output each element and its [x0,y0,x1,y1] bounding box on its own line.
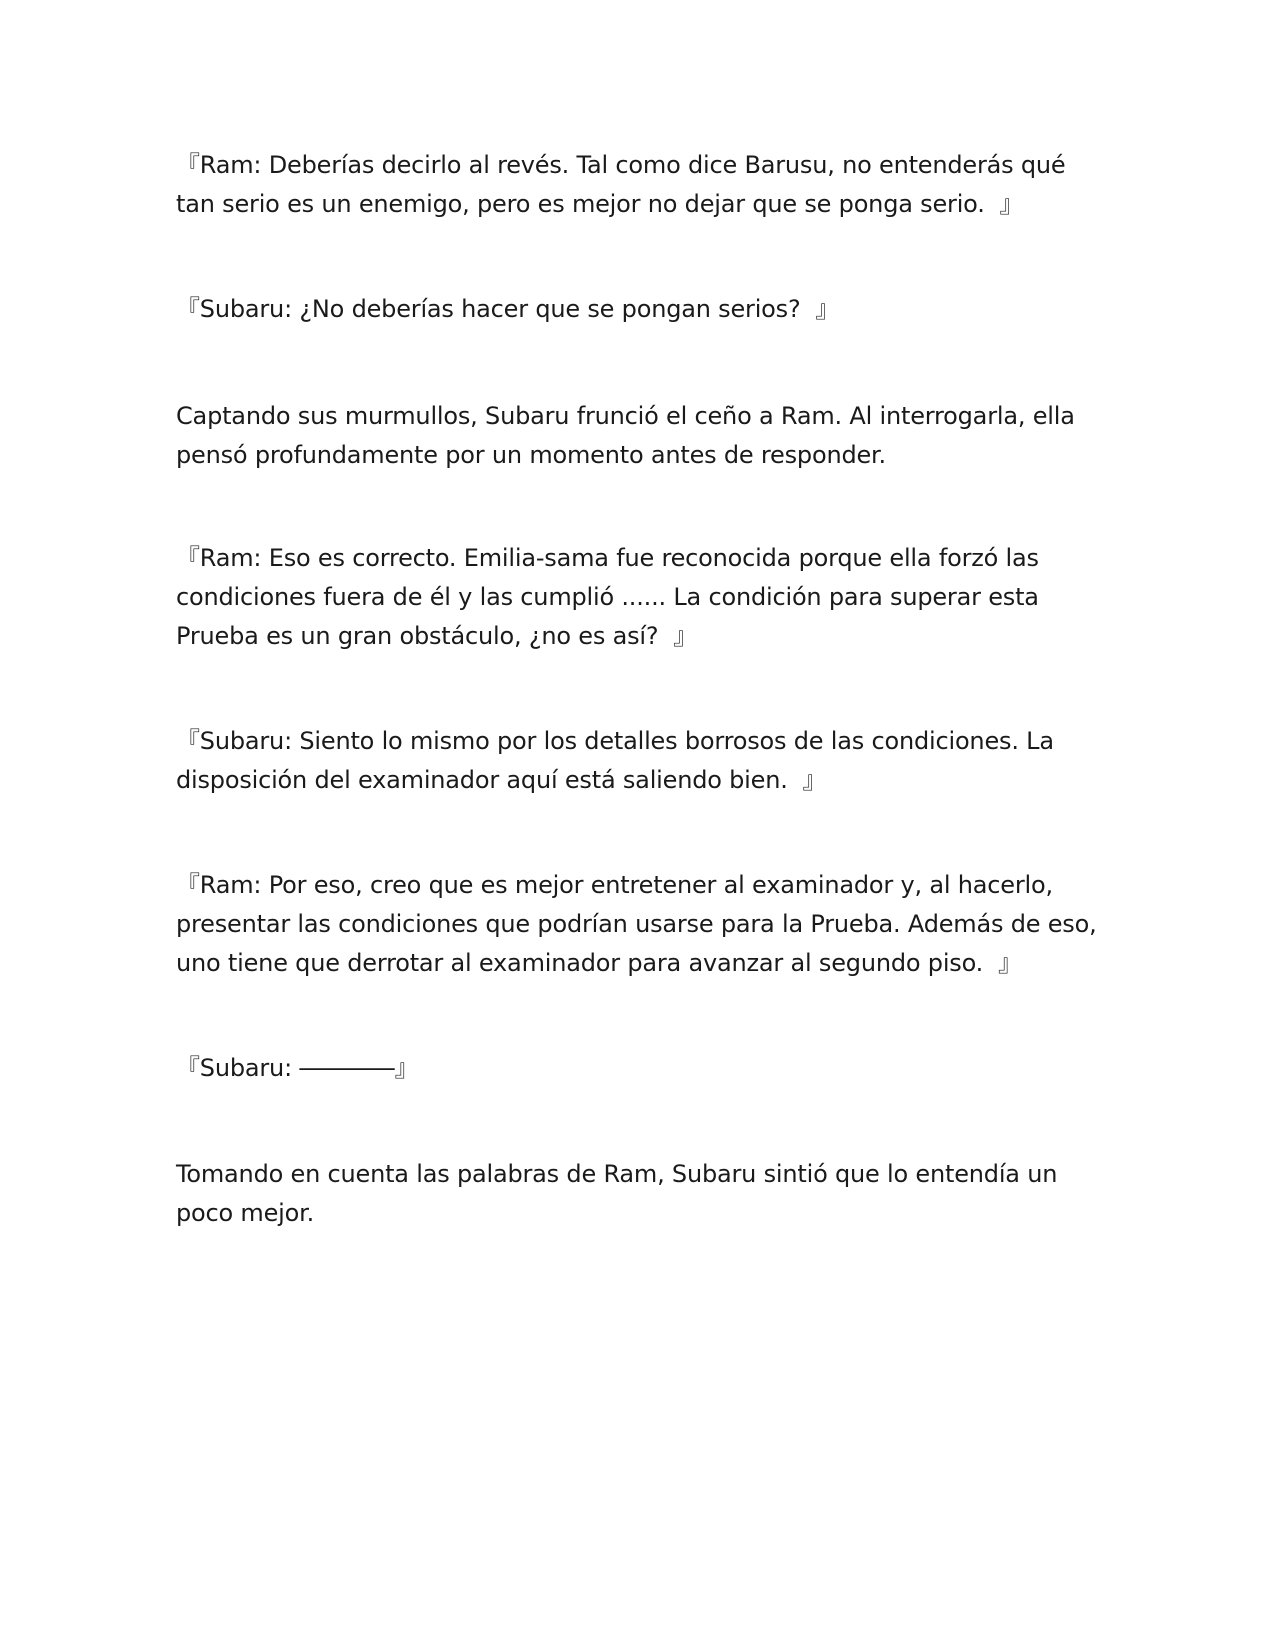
dialogue-subaru-2: 『Subaru: Siento lo mismo por los detalles borrosos de las condiciones. La disposición del examinador aquí está saliendo bien. 』 [176,727,1062,794]
narration-2: Tomando en cuenta las palabras de Ram, Subaru sintió que lo entendía un poco mejor. [176,1160,1065,1227]
dialogue-subaru-1: 『Subaru: ¿No deberías hacer que se pongan serios? 』 [176,295,840,323]
dialogue-ram-1: 『Ram: Deberías decirlo al revés. Tal como dice Barusu, no entenderás qué tan serio es un enemigo, pero es mejor no dejar que se ponga serio. 』 [176,151,1073,218]
dialogue-ram-2: 『Ram: Eso es correcto. Emilia-sama fue reconocida porque ella forzó las condiciones fuera de él y las cumplió ...... La condición para superar esta Prueba es un gran obstáculo, ¿no es así? 』 [176,544,1047,650]
dialogue-ram-3: 『Ram: Por eso, creo que es mejor entretener al examinador y, al hacerlo, presentar las condiciones que podrían usarse para la Prueba. Además de eso, uno tiene que derrotar al examinador para avanzar al segundo piso. 』 [176,871,1104,977]
narration-1: Captando sus murmullos, Subaru frunció el ceño a Ram. Al interrogarla, ella pensó profundamente por un momento antes de responder. [176,402,1083,469]
dialogue-subaru-3: 『Subaru: ――――』 [176,1054,419,1082]
